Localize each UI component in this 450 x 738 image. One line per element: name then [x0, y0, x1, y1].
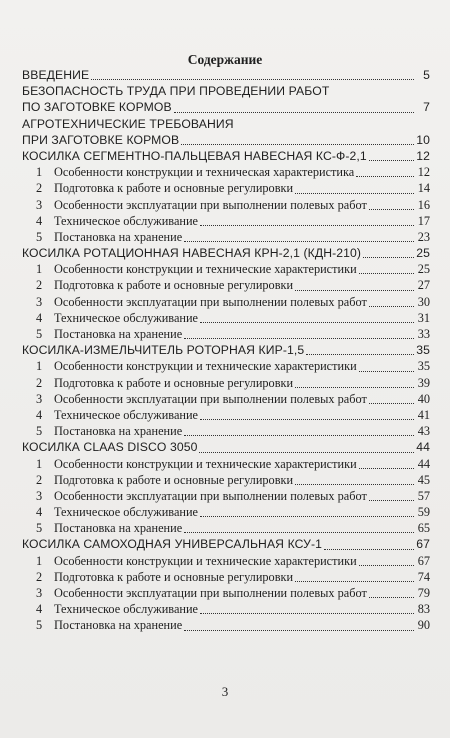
toc-entry-page: 16: [417, 197, 430, 212]
toc-entry-label: Особенности конструкции и техническая характеристика: [54, 165, 355, 180]
toc-entry-label: ВВЕДЕНИЕ: [22, 68, 90, 82]
toc-entry-page: 35: [416, 343, 430, 358]
toc-entry-page: 67: [416, 537, 430, 552]
dot-leader: [199, 451, 414, 453]
dot-leader: [369, 402, 414, 404]
toc-entry-page: 44: [416, 440, 430, 455]
toc-entry-number: 1: [36, 262, 43, 277]
toc-entry-label: Техническое обслуживание: [54, 407, 199, 422]
toc-subsection-entry: [22, 230, 430, 246]
toc-entry-label: КОСИЛКА РОТАЦИОННАЯ НАВЕСНАЯ КРН-2,1 (КДН-210): [22, 246, 362, 261]
toc-entry-label: Подготовка к работе и основные регулировки: [54, 181, 294, 196]
toc-entry-number: 3: [36, 197, 43, 212]
dot-leader: [295, 289, 414, 291]
toc-subsection-entry: [22, 505, 430, 521]
dot-leader: [200, 418, 414, 420]
dot-leader: [369, 305, 414, 307]
toc-entry-page: 23: [417, 229, 430, 244]
toc-section-entry: [22, 343, 430, 359]
toc-subsection-entry: [22, 278, 430, 294]
toc-entry-number: 3: [36, 391, 43, 406]
toc-entry-number: 4: [36, 310, 43, 325]
toc-entry-number: 5: [36, 618, 43, 633]
toc-entry-page: 10: [416, 132, 430, 147]
toc-entry-number: 4: [36, 505, 43, 520]
toc-entry-page: 12: [417, 165, 430, 180]
toc-entry-number: 2: [36, 181, 43, 196]
dot-leader: [200, 224, 414, 226]
toc-subsection-entry: [22, 295, 430, 311]
dot-leader: [324, 548, 414, 550]
toc-entry-label: АГРОТЕХНИЧЕСКИЕ ТРЕБОВАНИЯ: [22, 116, 234, 131]
dot-leader: [184, 337, 414, 339]
toc-subsection-entry: [22, 489, 430, 505]
toc-subsection-entry: [22, 392, 430, 408]
toc-entry-label: ПО ЗАГОТОВКЕ КОРМОВ: [22, 100, 172, 115]
dot-leader: [91, 78, 414, 80]
toc-subsection-entry: [22, 327, 430, 343]
toc-entry-label: Особенности эксплуатации при выполнении полевых работ: [54, 391, 367, 406]
toc-subsection-entry: [22, 262, 430, 278]
dot-leader: [174, 111, 414, 113]
toc-entry-page: 57: [417, 488, 430, 503]
toc-entry-label: Особенности эксплуатации при выполнении полевых работ: [54, 197, 367, 212]
toc-entry-label: Техническое обслуживание: [54, 213, 199, 228]
toc-entry-number: 4: [36, 407, 43, 422]
toc-entry-page: 74: [417, 569, 430, 584]
toc-entry-page: 43: [417, 424, 430, 439]
toc-entry-page: 33: [417, 327, 430, 341]
dot-leader: [295, 386, 414, 388]
toc-entry-label: Техническое обслуживание: [54, 310, 199, 325]
toc-subsection-entry: [22, 457, 430, 473]
dot-leader: [184, 434, 414, 436]
toc-section-entry: [22, 440, 430, 456]
toc-entry-page: 67: [417, 553, 430, 568]
toc-entry-number: 3: [36, 586, 43, 600]
toc-entry-label: Особенности конструкции и технические характеристики: [54, 262, 357, 277]
toc-subsection-entry: [22, 586, 430, 602]
toc-entry-page: 40: [417, 391, 430, 406]
toc-entry-label: Особенности конструкции и технические характеристики: [54, 553, 357, 568]
toc-entry-number: 5: [36, 327, 43, 341]
toc-section-entry: [22, 537, 430, 553]
dot-leader: [369, 159, 414, 161]
page-title: Содержание: [187, 52, 263, 67]
toc-entry-label: Постановка на хранение: [54, 424, 183, 439]
toc-entry-page: 35: [417, 359, 430, 374]
toc-entry-page: 5: [423, 68, 430, 82]
toc-subsection-entry: [22, 618, 430, 634]
toc-entry-page: 25: [416, 246, 430, 261]
toc-entry-page: 7: [423, 100, 430, 115]
toc-entry-number: 3: [36, 294, 43, 309]
toc-subsection-entry: [22, 181, 430, 197]
toc-entry-label: Техническое обслуживание: [54, 505, 199, 520]
toc-entry-number: 4: [36, 213, 43, 228]
toc-entry-label: Постановка на хранение: [54, 327, 183, 341]
toc-section-entry: [22, 133, 430, 149]
toc-section-entry: [22, 100, 430, 116]
toc-entry-label: ПРИ ЗАГОТОВКЕ КОРМОВ: [22, 132, 180, 147]
toc-entry-label: Подготовка к работе и основные регулировки: [54, 569, 294, 584]
toc-entry-label: КОСИЛКА-ИЗМЕЛЬЧИТЕЛЬ РОТОРНАЯ КИР-1,5: [22, 343, 305, 358]
dot-leader: [184, 240, 414, 242]
toc-subsection-entry: [22, 214, 430, 230]
toc-entry-label: Особенности конструкции и технические характеристики: [54, 359, 357, 374]
toc-entry-label: Подготовка к работе и основные регулировки: [54, 375, 294, 390]
dot-leader: [184, 629, 414, 631]
toc-entry-number: 2: [36, 375, 43, 390]
toc-entry-page: 90: [417, 618, 430, 633]
toc-entry-number: 5: [36, 229, 43, 244]
toc-entry-number: 2: [36, 278, 43, 293]
dot-leader: [181, 143, 414, 145]
toc-subsection-entry: [22, 570, 430, 586]
toc-entry-label: Постановка на хранение: [54, 618, 183, 633]
dot-leader: [359, 564, 414, 566]
toc-entry-label: Постановка на хранение: [54, 521, 183, 536]
toc-subsection-entry: [22, 359, 430, 375]
toc-entry-label: Постановка на хранение: [54, 229, 183, 244]
dot-leader: [184, 531, 414, 533]
toc-entry-page: 12: [416, 148, 430, 163]
toc-subsection-entry: [22, 424, 430, 440]
toc-entry-label: БЕЗОПАСНОСТЬ ТРУДА ПРИ ПРОВЕДЕНИИ РАБОТ: [22, 84, 330, 99]
toc-entry-number: 5: [36, 424, 43, 439]
dot-leader: [200, 515, 414, 517]
dot-leader: [369, 596, 414, 598]
toc-section-entry: [22, 149, 430, 165]
dot-leader: [359, 467, 414, 469]
toc-subsection-entry: [22, 376, 430, 392]
dot-leader: [369, 208, 414, 210]
toc-entry-page: 83: [417, 602, 430, 617]
toc-subsection-entry: [22, 602, 430, 618]
toc-entry-label: Подготовка к работе и основные регулировки: [54, 472, 294, 487]
toc-entry-page: 59: [417, 505, 430, 520]
toc-entry-page: 30: [417, 294, 430, 309]
dot-leader: [363, 256, 414, 258]
toc-entry-page: 31: [417, 310, 430, 325]
toc-entry-number: 2: [36, 472, 43, 487]
toc-entry-page: 25: [417, 262, 430, 277]
toc-section-entry: [22, 246, 430, 262]
toc-entry-number: 1: [36, 359, 43, 374]
toc-subsection-entry: [22, 198, 430, 214]
toc-entry-number: 2: [36, 569, 43, 584]
dot-leader: [306, 353, 414, 355]
page-number: 3: [221, 684, 229, 699]
toc-entry-page: 65: [417, 521, 430, 536]
dot-leader: [369, 499, 414, 501]
toc-entry-number: 5: [36, 521, 43, 536]
toc-entry-label: Особенности конструкции и технические характеристики: [54, 456, 357, 471]
toc-entry-label: КОСИЛКА САМОХОДНАЯ УНИВЕРСАЛЬНАЯ КСУ-1: [22, 537, 323, 552]
toc-entry-page: 45: [417, 472, 430, 487]
toc-entry-page: 17: [417, 213, 430, 228]
toc-entry-label: КОСИЛКА СЕГМЕНТНО-ПАЛЬЦЕВАЯ НАВЕСНАЯ КС-Ф-2,1: [22, 148, 367, 163]
toc-section-entry: [22, 117, 430, 133]
toc-subsection-entry: [22, 408, 430, 424]
toc-entry-page: 79: [417, 586, 430, 600]
toc-entry-number: 4: [36, 602, 43, 617]
toc-entry-number: 3: [36, 488, 43, 503]
toc-entry-page: 27: [417, 278, 430, 293]
dot-leader: [356, 175, 414, 177]
toc-subsection-entry: [22, 165, 430, 181]
toc-subsection-entry: [22, 311, 430, 327]
dot-leader: [200, 612, 414, 614]
toc-subsection-entry: [22, 554, 430, 570]
toc-entry-number: 1: [36, 553, 43, 568]
dot-leader: [295, 580, 414, 582]
toc-entry-label: Особенности эксплуатации при выполнении полевых работ: [54, 586, 367, 600]
toc-entry-page: 39: [417, 375, 430, 390]
toc-entry-label: Техническое обслуживание: [54, 602, 199, 617]
toc-section-entry: [22, 68, 430, 84]
dot-leader: [295, 192, 414, 194]
toc-entry-page: 44: [417, 456, 430, 471]
dot-leader: [200, 321, 414, 323]
toc-section-entry: [22, 84, 430, 100]
toc-entry-number: 1: [36, 165, 43, 180]
toc-entry-page: 41: [417, 407, 430, 422]
dot-leader: [359, 272, 414, 274]
toc-subsection-entry: [22, 473, 430, 489]
toc-entry-label: Особенности эксплуатации при выполнении полевых работ: [54, 294, 367, 309]
dot-leader: [359, 370, 414, 372]
toc-entry-number: 1: [36, 456, 43, 471]
toc-entry-label: КОСИЛКА CLAAS DISCO 3050: [22, 440, 198, 455]
dot-leader: [295, 483, 414, 485]
toc-entry-label: Подготовка к работе и основные регулировки: [54, 278, 294, 293]
toc-entry-page: 14: [417, 181, 430, 196]
toc-entry-label: Особенности эксплуатации при выполнении полевых работ: [54, 488, 367, 503]
table-of-contents: [22, 68, 430, 635]
toc-subsection-entry: [22, 521, 430, 537]
